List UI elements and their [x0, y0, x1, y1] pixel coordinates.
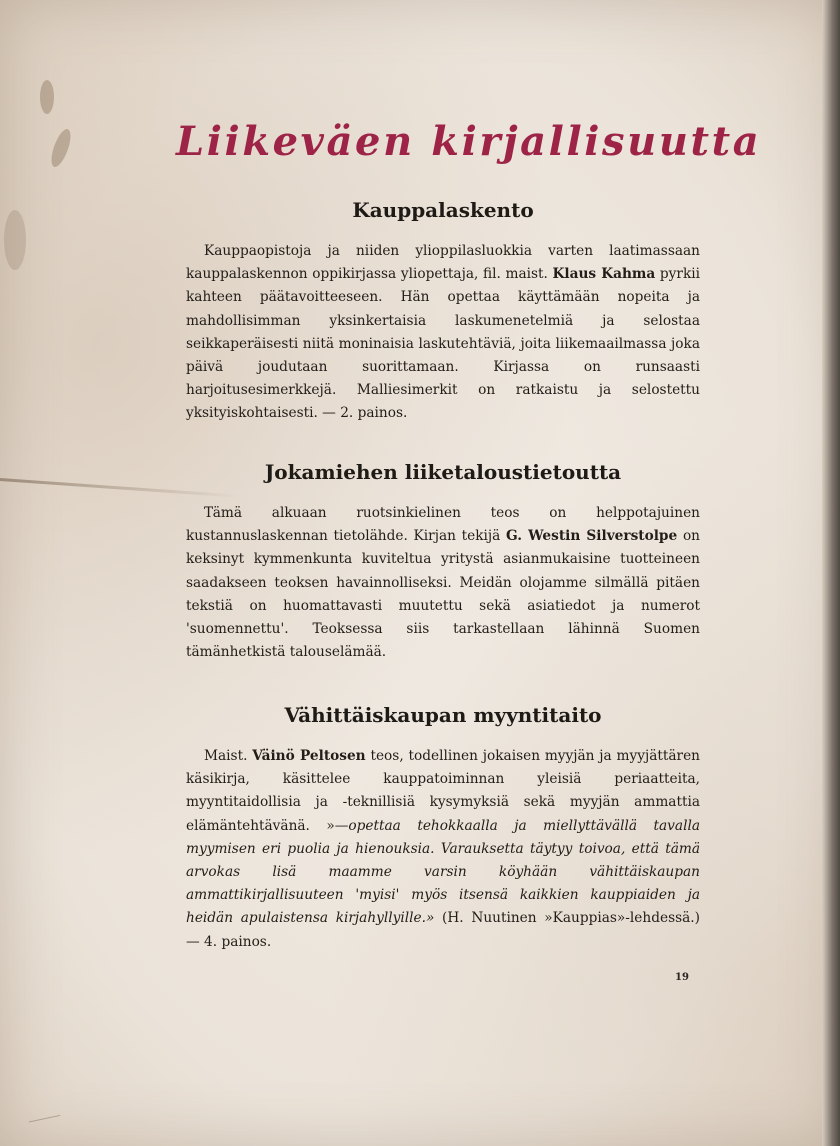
review-quote: —opettaa tehokkaalla ja miellyttävällä tavalla myymisen eri puolia ja hienouksia. Varauksetta täytyy toivoa, että tämä arvokas lisä maamme varsin köyhään vähittäiskaupan ammattikirjallisuuteen 'myisi' myös itsensä kaikkien kauppiaiden ja heidän apulaistensa kirjahyllyille.»: [186, 817, 700, 927]
body-text: Kauppaopistoja ja niiden ylioppilasluokkia varten laatimassaan kauppalaskennon oppikirjassa yliopettaja, fil. maist.: [186, 243, 700, 283]
section-body: [186, 502, 700, 664]
section-body: [186, 745, 700, 954]
section-heading: Vähittäiskaupan myyntitaito: [284, 703, 602, 727]
paper-stain: [48, 127, 75, 169]
section-heading: Kauppalaskento: [352, 198, 534, 222]
body-text: Maist.: [204, 748, 253, 764]
page-number: 19: [675, 972, 689, 983]
author-name: G. Westin Silverstolpe: [506, 528, 678, 545]
author-name: Klaus Kahma: [552, 266, 656, 283]
pencil-mark: [29, 1115, 63, 1136]
body-text: on keksinyt kymmenkunta kuviteltua yritystä asianmukaisine tuotteineen saadakseen teoksen havainnolliseksi. Meidän olojamme silmällä pitäen tekstiä on huomattavasti muutettu sekä asiatiedot ja numerot 'suomennettu'. Teoksessa siis tarkastellaan lähinnä Suomen tämänhetkistä talouselämää.: [186, 528, 700, 661]
body-text: (H. Nuutinen »Kauppias»-lehdessä.) — 4. painos.: [186, 910, 700, 950]
page-edge-shadow: [822, 0, 840, 1146]
section-jokamiehen-liiketaloustietoutta: [186, 460, 700, 664]
paper-stain: [4, 210, 26, 270]
section-heading: Jokamiehen liiketaloustietoutta: [264, 460, 622, 484]
body-text: Tämä alkuaan ruotsinkielinen teos on helppotajuinen kustannuslaskennan tietolähde. Kirjan tekijä: [186, 505, 700, 545]
body-text: pyrkii kahteen päätavoitteeseen. Hän opettaa käyttämään nopeita ja mahdollisimman yksinkertaisia laskumenetelmiä ja selostaa seikkaperäisesti niitä moninaisia laskutehtäviä, joita liikemaailmassa joka päivä joudutaan suorittamaan. Kirjassa on runsaasti harjoitusesimerkkejä. Malliesimerkit on ratkaistu ja selostettu yksityiskohtaisesti. — 2. painos.: [186, 266, 700, 422]
section-body: [186, 240, 700, 426]
author-name: Väinö Peltosen: [252, 748, 366, 764]
section-kauppalaskento: [186, 198, 700, 426]
section-vahittaiskaupan-myyntitaito: [186, 703, 700, 954]
page-title: Liikeväen kirjallisuutta: [176, 118, 762, 165]
body-text: teos, todellinen jokaisen myyjän ja myyjättären käsikirja, käsittelee kauppatoiminnan yleisiä periaatteita, myyntitaidollisia ja -teknillisiä kysymyksiä sekä myyjän ammattia elämäntehtävänä. »: [186, 748, 700, 834]
paper-stain: [40, 80, 54, 114]
